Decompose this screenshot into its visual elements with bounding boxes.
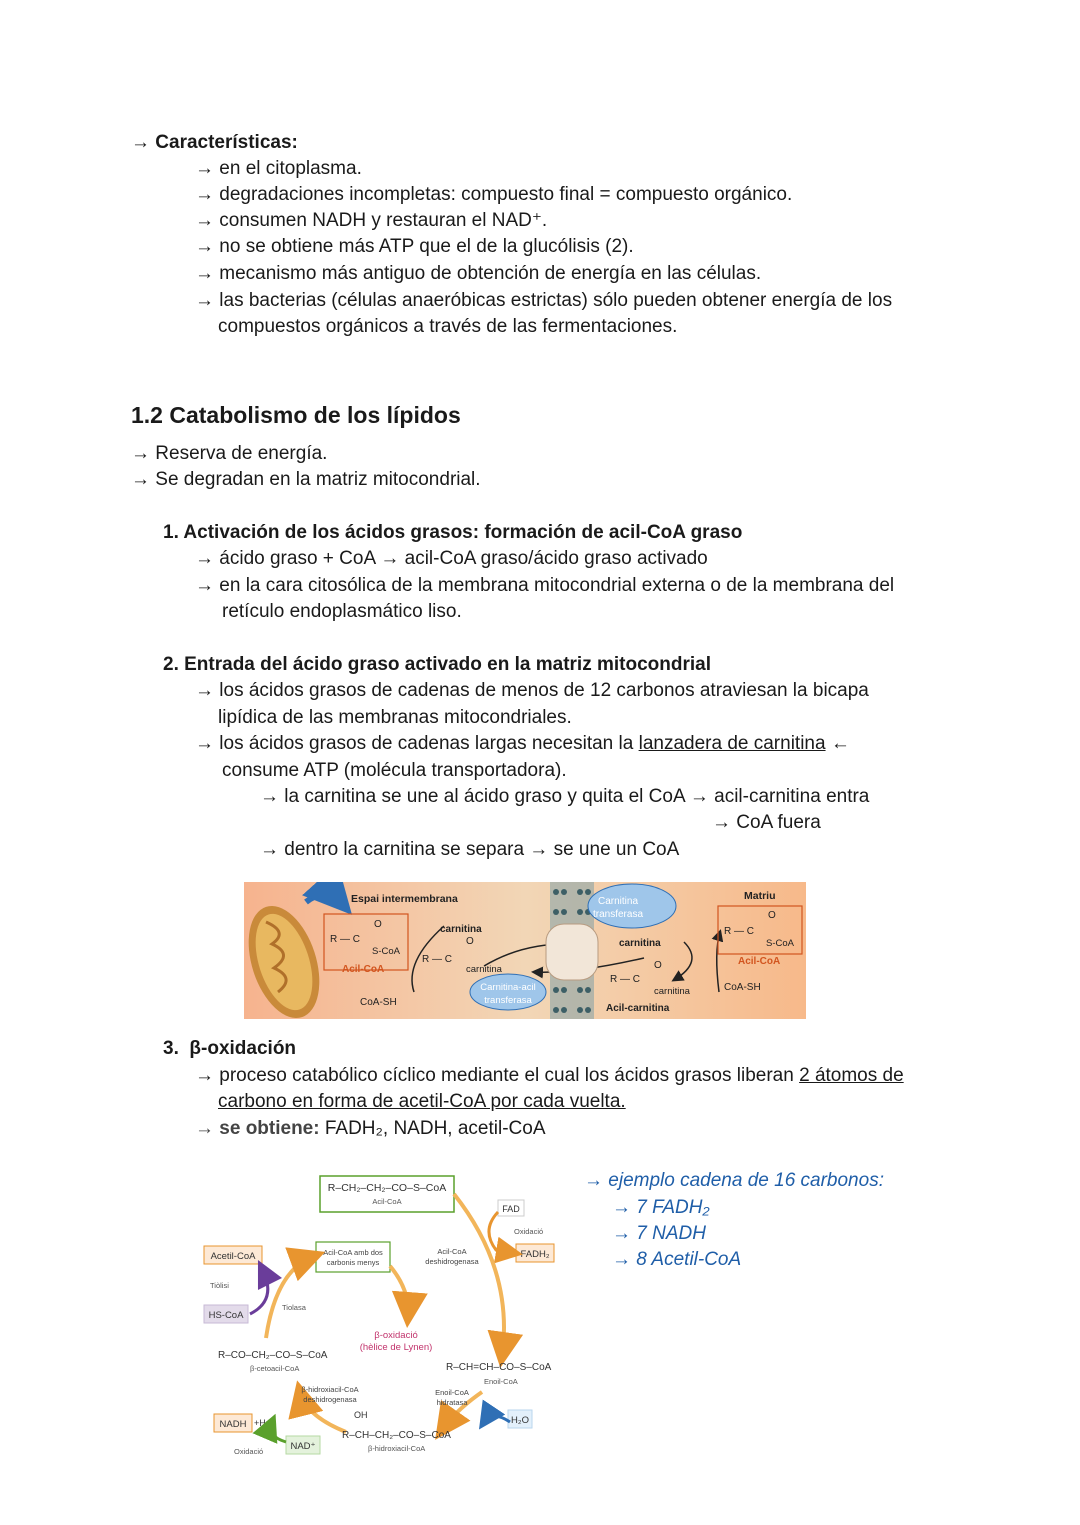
step2-line: → los ácidos grasos de cadenas de menos de 12 carbonos atraviesan la bicapa [195, 680, 869, 701]
acil-coa-label-left: Acil-CoA [342, 964, 385, 975]
carnitina-label: carnitina [654, 986, 690, 997]
section-title: 1.2 Catabolismo de los lípidos [131, 402, 461, 428]
h2o-arrow [484, 1416, 510, 1422]
list-item-continuation: compuestos orgánicos a través de las fermentaciones. [218, 316, 678, 337]
beta-oxidacio-label: β-oxidació [374, 1330, 418, 1341]
oh-label: OH [354, 1410, 368, 1420]
formula-o: O [768, 910, 776, 921]
nadh-label: NADH [219, 1419, 247, 1430]
acil-menys-label: Acil-CoA amb dos [323, 1248, 383, 1257]
intro-line: → Se degradan en la matriz mitocondrial. [131, 469, 481, 490]
acil-carnitina-label: Acil-carnitina [606, 1003, 670, 1014]
formula-o: O [654, 960, 662, 971]
acil-deshidro-label: deshidrogenasa [425, 1257, 479, 1266]
cycle-arrow [266, 1256, 314, 1338]
step1-title: 1. Activación de los ácidos grasos: formación de acil-CoA graso [163, 522, 743, 543]
oxidacio-label: Oxidació [514, 1227, 544, 1236]
step1-line: retículo endoplasmático liso. [222, 601, 462, 622]
formula-scoa: S-CoA [372, 946, 400, 957]
fad-arrow [489, 1212, 514, 1253]
step3-num: 3. [163, 1038, 179, 1059]
step2-text: → los ácidos grasos de cadenas largas necesitan la [195, 733, 639, 754]
tiolasa-label: Tiolasa [282, 1303, 306, 1312]
nad-arrow [271, 1422, 286, 1442]
beta-oxidation-figure [196, 1160, 568, 1460]
enoyl-sub: Enoil-CoA [484, 1377, 518, 1386]
ejemplo-title: → ejemplo cadena de 16 carbonos: [584, 1170, 884, 1191]
list-item: → consumen NADH y restauran el NAD⁺. [195, 210, 548, 231]
enoil-hidra-label: Enoil-CoA [435, 1388, 469, 1397]
ejemplo-item: → 7 NADH [612, 1223, 706, 1244]
cycle-arrow [390, 1266, 408, 1316]
hydroxy-sub: β-hidroxiacil-CoA [368, 1444, 426, 1453]
cycle-arrow [454, 1194, 504, 1356]
beta-oxidacio-label: (hèlice de Lynen) [359, 1342, 433, 1353]
enoyl-formula: R–CH=CH–CO–S–CoA [446, 1362, 552, 1373]
espai-label: Espai intermembrana [351, 893, 458, 905]
caracteristicas-heading: → Características: [131, 132, 298, 153]
oxidacio-label: Oxidació [234, 1447, 264, 1456]
list-item: → degradaciones incompletas: compuesto final = compuesto orgánico. [195, 184, 793, 205]
step2-line: → CoA fuera [712, 812, 821, 833]
enoil-hidra-label: hidratasa [436, 1398, 468, 1407]
transport-channel [546, 924, 598, 980]
formula-r: R — C [610, 974, 640, 985]
hplus-label: +H⁺ [254, 1418, 271, 1428]
carnitine-shuttle-figure [244, 882, 806, 1019]
hidroxi-deshidro-label: deshidrogenasa [303, 1395, 357, 1404]
acetil-coa-label: Acetil-CoA [210, 1251, 256, 1262]
formula-r: R — C [422, 954, 452, 965]
matriu-label: Matriu [744, 890, 776, 902]
step3-title [163, 1036, 296, 1062]
formula-o: O [374, 919, 382, 930]
step2-line: → dentro la carnitina se separa → se une un CoA [260, 839, 680, 860]
step2-line: → la carnitina se une al ácido graso y quita el CoA → acil-carnitina entra [260, 786, 870, 807]
hscoa-label: HS-CoA [208, 1310, 244, 1321]
enzyme-label: Carnitina [597, 896, 639, 907]
fadh2-label: FADH₂ [520, 1249, 550, 1260]
tiolisi-label: Tiòlisi [210, 1281, 229, 1290]
acil-deshidro-label: Acil-CoA [437, 1247, 467, 1256]
intro-line: → Reserva de energía. [131, 443, 328, 464]
acyl-coa-formula: R–CH₂–CH₂–CO–S–CoA [327, 1182, 447, 1194]
step3-title-text: β-oxidación [189, 1038, 297, 1059]
acil-menys-box [316, 1242, 390, 1272]
step3-text: FADH₂, NADH, acetil-CoA [319, 1118, 546, 1139]
list-item: → mecanismo más antiguo de obtención de energía en las células. [195, 263, 762, 284]
acil-menys-label: carbonis menys [326, 1258, 380, 1267]
acil-coa-label-right: Acil-CoA [738, 956, 781, 967]
coash-label-right: CoA-SH [724, 982, 761, 993]
fad-label: FAD [502, 1204, 520, 1214]
ketoacyl-formula: R–CO–CH₂–CO–S–CoA [218, 1350, 328, 1361]
lanzadera-link: lanzadera de carnitina [638, 733, 826, 754]
step1-line: → en la cara citosólica de la membrana mitocondrial externa o de la membrana del [195, 575, 895, 596]
step2-line: consume ATP (molécula transportadora). [222, 760, 567, 781]
enzyme-label: transferasa [592, 909, 644, 920]
ejemplo-item: → 8 Acetil-CoA [612, 1249, 742, 1270]
coash-label-left: CoA-SH [360, 997, 397, 1008]
step2-line [195, 731, 850, 757]
step3-line [195, 1063, 904, 1089]
step2-title: 2. Entrada del ácido graso activado en la matriz mitocondrial [163, 654, 711, 675]
list-item: → en el citoplasma. [195, 158, 362, 179]
hydroxy-formula: R–CH–CH₂–CO–S–CoA [342, 1430, 451, 1441]
ketoacyl-sub: β-cetoacil-CoA [250, 1364, 300, 1373]
step3-underlined: carbono en forma de acetil-CoA por cada vuelta. [218, 1091, 626, 1112]
step3-line [195, 1116, 546, 1142]
step1-line: → ácido graso + CoA → acil-CoA graso/ácido graso activado [195, 548, 708, 569]
hidroxi-deshidro-label: β-hidroxiacil-CoA [301, 1385, 359, 1394]
formula-r: R — C [330, 934, 360, 945]
step3-underlined: 2 átomos de [799, 1065, 904, 1086]
list-item: → las bacterias (células anaeróbicas estrictas) sólo pueden obtener energía de los [195, 290, 893, 311]
step2-text: ← [825, 733, 850, 754]
step3-text: → proceso catabólico cíclico mediante el cual los ácidos grasos liberan [195, 1065, 800, 1086]
tiolisi-arrow [250, 1268, 268, 1314]
formula-scoa: S-CoA [766, 938, 794, 949]
list-item: → no se obtiene más ATP que el de la glucólisis (2). [195, 236, 634, 257]
formula-o: O [466, 936, 474, 947]
se-obtiene-label: → se obtiene: [195, 1118, 320, 1139]
carnitina-label: carnitina [619, 938, 661, 949]
step2-line: lipídica de las membranas mitocondriales. [218, 707, 572, 728]
carnitina-label: carnitina [440, 924, 482, 935]
carnitina-label: carnitina [466, 964, 502, 975]
ejemplo-item: → 7 FADH₂ [612, 1197, 710, 1218]
h2o-label: H₂O [511, 1415, 529, 1426]
acyl-coa-sub: Acil-CoA [372, 1197, 402, 1206]
formula-r: R — C [724, 926, 754, 937]
enzyme-label: transferasa [484, 995, 532, 1006]
enzyme-label: Carnitina-acil [480, 982, 536, 993]
nadplus-label: NAD⁺ [290, 1441, 316, 1452]
